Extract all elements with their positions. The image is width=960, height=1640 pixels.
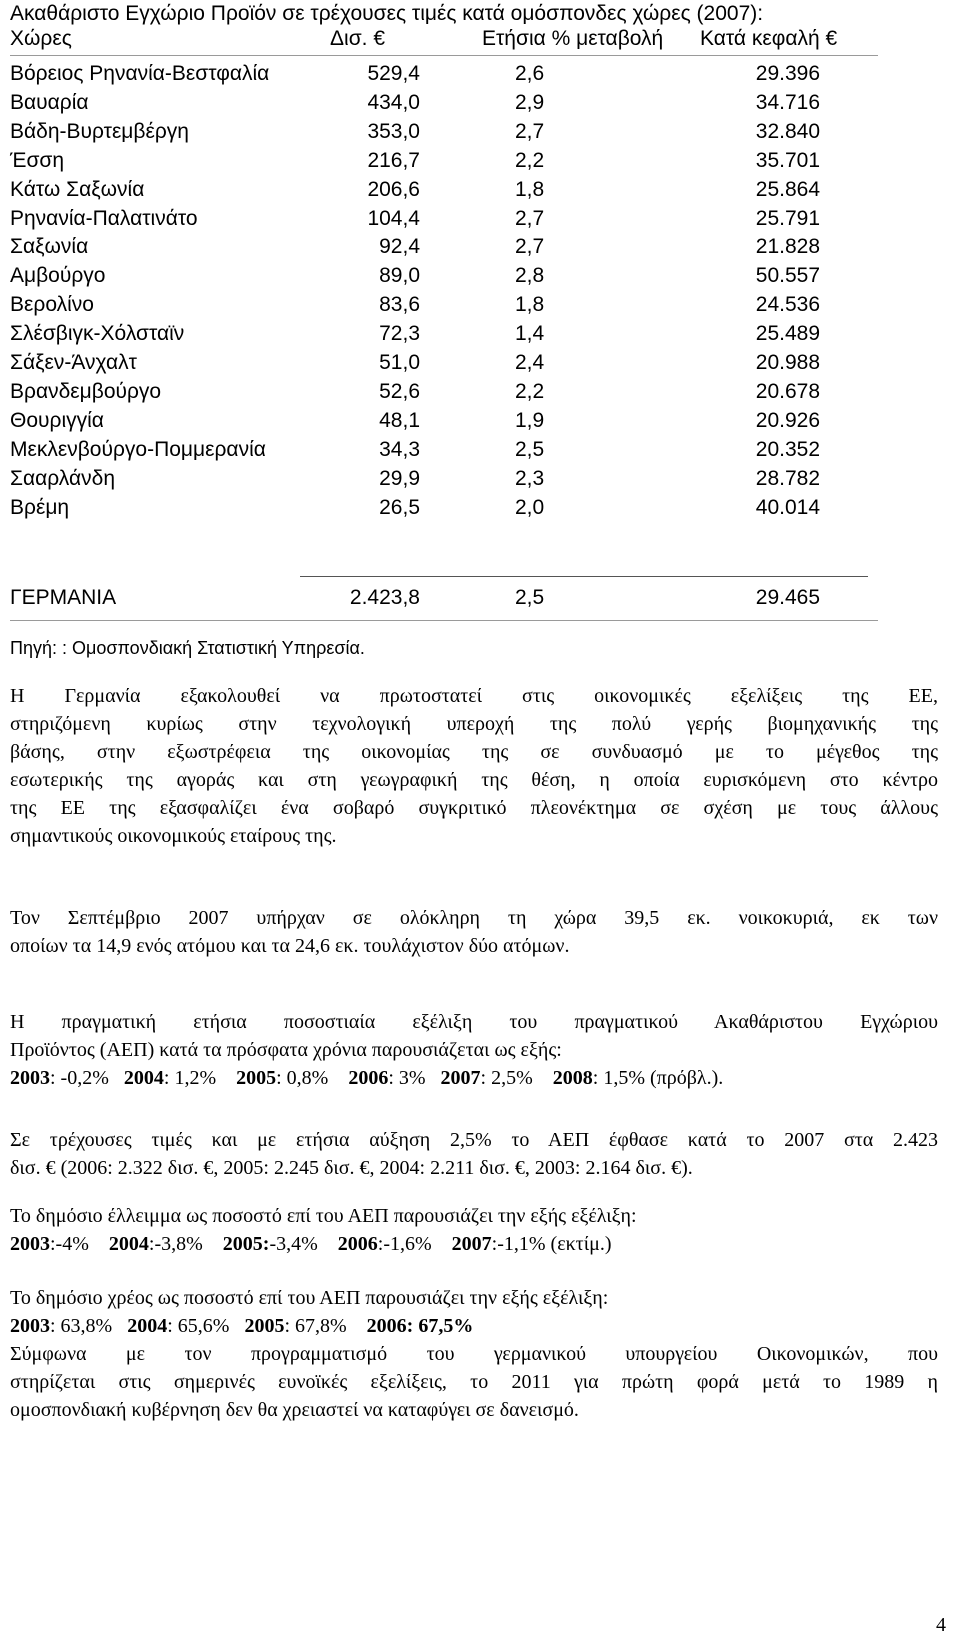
total-per-capita: 29.465 — [755, 586, 820, 609]
table-row — [0, 291, 960, 318]
year-value: : -0,2% — [50, 1067, 109, 1089]
region-name: Βόρειος Ρηνανία-Βεστφαλία — [10, 62, 270, 85]
region-name: Μεκλενβούργο-Πομμερανία — [10, 437, 266, 461]
region-name: Έσση — [10, 148, 65, 172]
table-row — [0, 89, 960, 116]
year-label: 2006 — [337, 1233, 378, 1255]
p5-values — [10, 1230, 938, 1258]
year-label: 2004 — [127, 1315, 168, 1337]
year-label: 2007 — [451, 1233, 492, 1255]
region-change: 2,4 — [515, 351, 545, 374]
p4-line: δισ. € (2006: 2.322 δισ. €, 2005: 2.245 δισ. €, 2004: 2.211 δισ. €, 2003: 2.164 δισ. €). — [10, 1157, 693, 1179]
region-change: 2,3 — [515, 466, 545, 490]
year-label: 2004 — [108, 1233, 149, 1255]
region-per-capita: 29.396 — [755, 62, 820, 85]
region-name: Ρηνανία-Παλατινάτο — [10, 206, 198, 230]
table-row — [0, 147, 960, 174]
paragraph-households — [10, 904, 938, 960]
year-value: : 67,8% — [284, 1315, 347, 1337]
region-change: 2,7 — [515, 235, 545, 259]
table-row — [0, 407, 960, 434]
p2-line: Τον Σεπτέμβριο 2007 υπήρχαν σε ολόκληρη τη χώρα 39,5 εκ. νοικοκυριά, εκ των — [10, 907, 938, 929]
table-row — [0, 349, 960, 376]
region-billion: 83,6 — [379, 293, 420, 317]
region-change: 1,4 — [515, 322, 545, 346]
year-value: : 63,8% — [50, 1315, 113, 1337]
header-rule — [10, 55, 878, 56]
region-billion: 26,5 — [379, 495, 420, 519]
table-row — [0, 378, 960, 405]
year-label: 2003 — [10, 1315, 50, 1337]
region-change: 2,9 — [515, 90, 545, 114]
region-change: 1,9 — [515, 408, 545, 432]
paragraph-deficit — [10, 1202, 938, 1258]
region-name: Βερολίνο — [10, 293, 94, 317]
p1-line: εσωτερικής της αγοράς και στη γεωγραφική της θέση, η οποία ευρισκόμενη στο κέντρο — [10, 769, 938, 791]
region-name: Θουριγγία — [10, 408, 104, 432]
paragraph-gdp-growth — [10, 1008, 938, 1092]
region-per-capita: 25.864 — [755, 177, 820, 201]
paragraph-economy — [10, 682, 938, 850]
table-row — [0, 176, 960, 203]
p3-line: Η πραγματική ετήσια ποσοστιαία εξέλιξη του πραγματικού Ακαθάριστου Εγχώριου — [10, 1011, 938, 1033]
p4-line: Σε τρέχουσες τιμές και με ετήσια αύξηση 2,5% το ΑΕΠ έφθασε κατά το 2007 στα 2.423 — [10, 1129, 938, 1151]
region-billion: 529,4 — [367, 62, 420, 85]
table-source: Πηγή: : Ομοσπονδιακή Στατιστική Υπηρεσία. — [10, 638, 365, 658]
table-row — [0, 205, 960, 232]
p3-values — [10, 1064, 938, 1092]
table-row — [0, 262, 960, 289]
region-per-capita: 34.716 — [755, 90, 820, 114]
region-billion: 89,0 — [379, 264, 420, 288]
region-billion: 206,6 — [367, 177, 420, 201]
p7-line: στηρίζεται στις σημερινές ευνοϊκές εξελίξεις, το 2011 για πρώτη φορά μετά το 1989 η — [10, 1371, 938, 1393]
year-label: 2003 — [10, 1233, 50, 1255]
year-label: 2008 — [552, 1067, 593, 1089]
table-total-row — [0, 584, 960, 611]
region-change: 2,5 — [515, 437, 545, 461]
region-billion: 29,9 — [379, 466, 420, 490]
region-change: 1,8 — [515, 177, 545, 201]
region-per-capita: 35.701 — [755, 148, 820, 172]
region-billion: 34,3 — [379, 437, 420, 461]
region-billion: 51,0 — [379, 351, 420, 374]
table-row — [0, 320, 960, 347]
p7-line: ομοσπονδιακή κυβέρνηση δεν θα χρειαστεί να καταφύγει σε δανεισμό. — [10, 1399, 579, 1421]
year-label: 2004 — [123, 1067, 164, 1089]
region-change: 2,6 — [515, 62, 545, 85]
region-change: 2,7 — [515, 119, 545, 143]
region-name: Βρανδεμβούργο — [10, 379, 162, 403]
region-billion: 52,6 — [379, 379, 420, 403]
region-change: 2,0 — [515, 495, 545, 519]
p6-line: Το δημόσιο χρέος ως ποσοστό επί του ΑΕΠ παρουσιάζει την εξής εξέλιξη: — [10, 1287, 609, 1309]
region-per-capita: 40.014 — [755, 495, 820, 519]
table-row — [0, 494, 960, 521]
year-value: : 65,6% — [167, 1315, 230, 1337]
total-billion: 2.423,8 — [349, 586, 420, 609]
year-value: -3,4% — [269, 1233, 318, 1255]
table-bottom-rule — [10, 620, 878, 621]
total-change: 2,5 — [515, 586, 545, 609]
year-value: :-1,1% (εκτίμ.) — [491, 1233, 612, 1255]
year-label: 2006 — [348, 1067, 389, 1089]
region-billion: 216,7 — [367, 148, 420, 172]
year-value: :-1,6% — [377, 1233, 432, 1255]
table-row — [0, 233, 960, 260]
year-label: 2005 — [236, 1067, 277, 1089]
region-billion: 92,4 — [379, 235, 420, 259]
region-change: 2,2 — [515, 379, 545, 403]
region-billion: 353,0 — [367, 119, 420, 143]
region-name: Αμβούργο — [10, 264, 106, 288]
year-value: :-4% — [50, 1233, 89, 1255]
region-name: Σααρλάνδη — [10, 466, 115, 490]
region-per-capita: 32.840 — [755, 119, 820, 143]
year-label: 2005: — [222, 1233, 270, 1255]
table-row — [0, 118, 960, 145]
total-name: ΓΕΡΜΑΝΙΑ — [10, 586, 117, 609]
region-billion: 104,4 — [367, 206, 420, 230]
region-per-capita: 25.791 — [755, 206, 820, 230]
table-row — [0, 465, 960, 492]
table-row — [0, 436, 960, 463]
p6-values — [10, 1312, 938, 1340]
region-per-capita: 20.988 — [755, 351, 820, 374]
region-per-capita: 50.557 — [755, 264, 820, 288]
region-per-capita: 20.926 — [755, 408, 820, 432]
header-per-capita: Κατά κεφαλή € — [700, 27, 838, 50]
paragraph-debt — [10, 1284, 938, 1424]
year-value: : 1,2% — [163, 1067, 217, 1089]
p1-line: της ΕΕ της εξασφαλίζει ένα σοβαρό συγκριτικό πλεονέκτημα σε σχέση με τους άλλους — [10, 797, 938, 819]
region-name: Βαυαρία — [10, 90, 89, 114]
region-per-capita: 28.782 — [755, 466, 820, 490]
header-region: Χώρες — [10, 27, 72, 50]
region-name: Βάδη-Βυρτεμβέργη — [10, 119, 189, 143]
p3-line: Προϊόντος (ΑΕΠ) κατά τα πρόσφατα χρόνια παρουσιάζεται ως εξής: — [10, 1039, 562, 1061]
page-number: 4 — [936, 1614, 946, 1636]
region-name: Βρέμη — [10, 495, 70, 519]
table-row — [0, 60, 960, 87]
year-label: 2007 — [440, 1067, 481, 1089]
year-label: 2006: 67,5% — [366, 1315, 474, 1337]
p2-line: οποίων τα 14,9 ενός ατόμου και τα 24,6 εκ. τουλάχιστον δύο ατόμων. — [10, 935, 570, 957]
region-billion: 72,3 — [379, 322, 420, 346]
p1-line: στηριζόμενη κυρίως στην τεχνολογική υπεροχή της πολύ γερής βιομηχανικής της — [10, 713, 938, 735]
region-per-capita: 21.828 — [755, 235, 820, 259]
p1-line: βάσης, στην εξωστρέφεια της οικονομίας της σε συνδυασμό με το μέγεθος της — [10, 741, 938, 763]
p1-line: Η Γερμανία εξακολουθεί να πρωτοστατεί στις οικονομικές εξελίξεις της ΕΕ, — [10, 685, 938, 707]
region-per-capita: 24.536 — [755, 293, 820, 317]
year-value: :-3,8% — [148, 1233, 203, 1255]
region-change: 2,7 — [515, 206, 545, 230]
region-per-capita: 20.678 — [755, 379, 820, 403]
paragraph-gdp-current-prices — [10, 1126, 938, 1182]
year-value: : 3% — [388, 1067, 426, 1089]
year-value: : 1,5% (πρόβλ.). — [592, 1067, 724, 1089]
region-name: Σλέσβιγκ-Χόλσταϊν — [10, 322, 185, 346]
region-billion: 48,1 — [379, 408, 420, 432]
header-billion: Δισ. € — [330, 27, 386, 50]
table-title: Ακαθάριστο Εγχώριο Προϊόν σε τρέχουσες τιμές κατά ομόσπονδες χώρες (2007): — [10, 2, 764, 25]
region-name: Σαξωνία — [10, 235, 89, 259]
year-label: 2003 — [10, 1067, 50, 1089]
total-rule — [300, 576, 868, 577]
header-annual-change: Ετήσια % μεταβολή — [482, 27, 664, 50]
p5-line: Το δημόσιο έλλειμμα ως ποσοστό επί του ΑΕΠ παρουσιάζει την εξής εξέλιξη: — [10, 1205, 637, 1227]
year-value: : 0,8% — [276, 1067, 329, 1089]
year-value: : 2,5% — [480, 1067, 533, 1089]
region-name: Σάξεν-Άνχαλτ — [10, 351, 137, 374]
region-per-capita: 25.489 — [755, 322, 820, 346]
region-change: 1,8 — [515, 293, 545, 317]
region-per-capita: 20.352 — [755, 437, 820, 461]
region-billion: 434,0 — [367, 90, 420, 114]
region-name: Κάτω Σαξωνία — [10, 177, 145, 201]
p1-line: σημαντικούς οικονομικούς εταίρους της. — [10, 825, 337, 847]
region-change: 2,2 — [515, 148, 545, 172]
year-label: 2005 — [244, 1315, 285, 1337]
region-change: 2,8 — [515, 264, 545, 288]
p7-line: Σύμφωνα με τον προγραμματισμό του γερμανικού υπουργείου Οικονομικών, που — [10, 1343, 938, 1365]
